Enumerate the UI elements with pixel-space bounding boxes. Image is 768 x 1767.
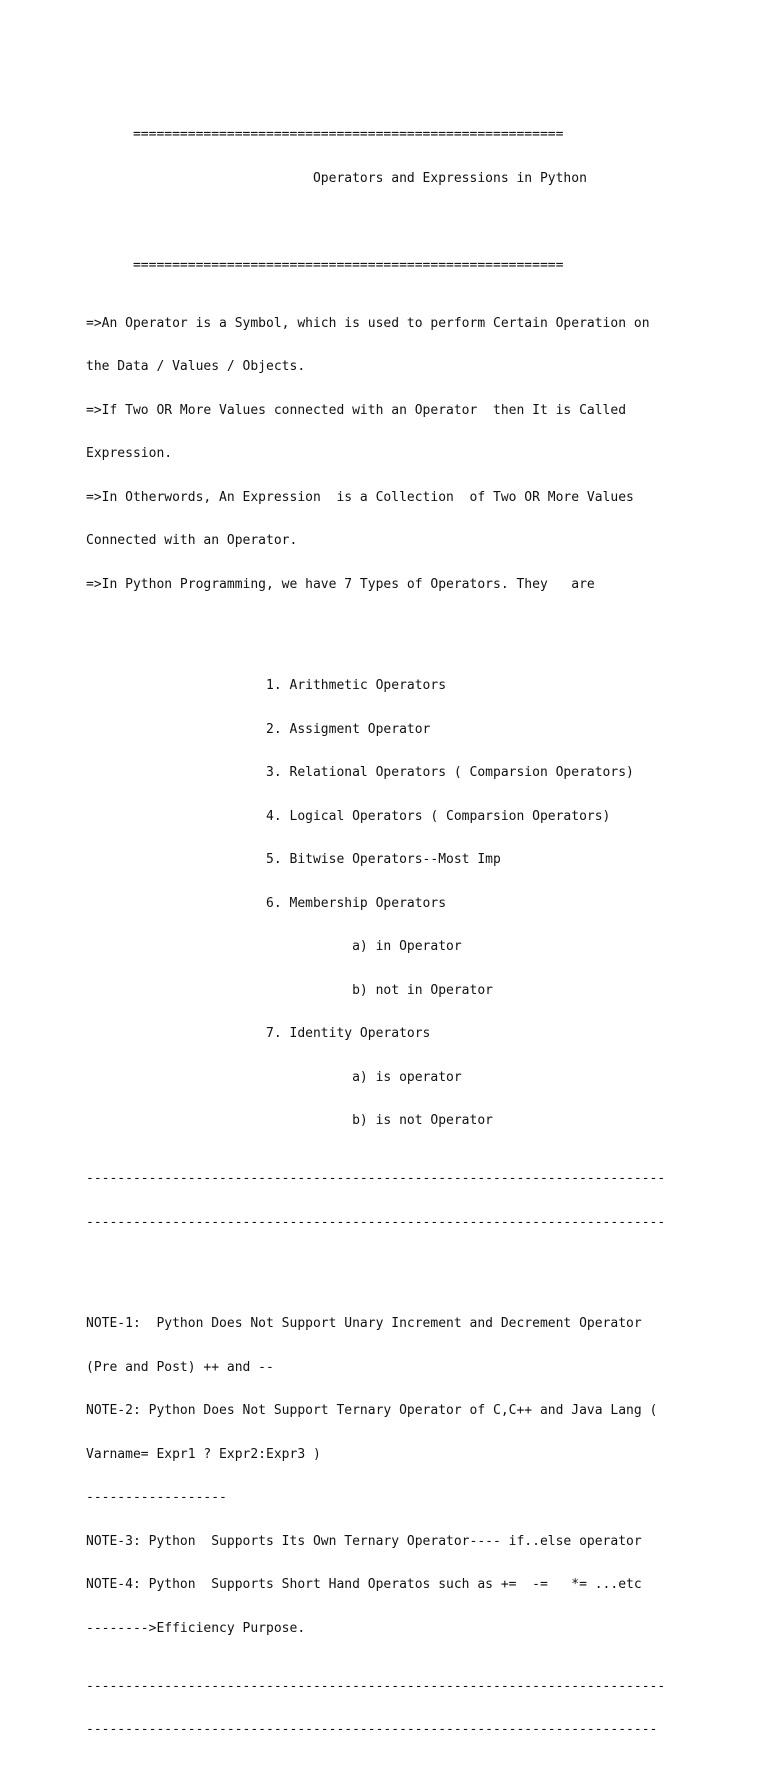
operator-list-item: 7. Identity Operators [86,1026,431,1041]
operator-sublist-item: a) in Operator [86,939,462,954]
operator-list-item: 5. Bitwise Operators--Most Imp [86,852,501,867]
intro-line: Connected with an Operator. [86,533,298,548]
operator-sublist-item: b) is not Operator [86,1113,493,1128]
note-line: NOTE-3: Python Supports Its Own Ternary Operator---- if..else operator [86,1533,642,1549]
blank-line [86,621,665,636]
note-line: ------------------ [86,1490,227,1505]
intro-line: =>If Two OR More Values connected with an Operator then It is Called [86,402,627,418]
document-title: Operators and Expressions in Python [86,170,587,186]
operator-list-item: 2. Assigment Operator [86,721,431,737]
section-divider: -------------------------------------------------------------------------- [86,1678,666,1694]
intro-line: the Data / Values / Objects. [86,359,306,374]
intro-line: =>In Otherwords, An Expression is a Collection of Two OR More Values [86,489,634,505]
operator-list-item: 6. Membership Operators [86,895,447,911]
note-line: Varname= Expr1 ? Expr2:Expr3 ) [86,1446,321,1462]
document-body [86,99,665,1767]
note-line: -------->Efficiency Purpose. [86,1620,306,1636]
operator-list-item: 1. Arithmetic Operators [86,678,447,693]
blank-line [86,1259,665,1274]
operator-list-item: 4. Logical Operators ( Comparsion Operators) [86,808,611,824]
intro-line: =>An Operator is a Symbol, which is used to perform Certain Operation on [86,315,650,331]
operator-sublist-item: b) not in Operator [86,982,493,998]
header-rule-top: ======================================================= [86,127,564,142]
note-line: NOTE-4: Python Supports Short Hand Operatos such as += -= *= ...etc [86,1577,642,1592]
section-divider: -------------------------------------------------------------------------- [86,1171,666,1186]
section-divider: ------------------------------------------------------------------------- [86,1722,658,1737]
intro-line: =>In Python Programming, we have 7 Types of Operators. They are [86,576,595,592]
note-line: (Pre and Post) ++ and -- [86,1359,274,1375]
operator-sublist-item: a) is operator [86,1069,462,1085]
section-divider: -------------------------------------------------------------------------- [86,1214,666,1230]
note-line: NOTE-2: Python Does Not Support Ternary Operator of C,C++ and Java Lang ( [86,1403,658,1418]
blank-line [86,215,665,230]
note-line: NOTE-1: Python Does Not Support Unary Increment and Decrement Operator [86,1316,642,1331]
header-rule-bottom: ======================================================= [86,257,564,273]
intro-line: Expression. [86,446,173,461]
operator-list-item: 3. Relational Operators ( Comparsion Operators) [86,765,634,780]
